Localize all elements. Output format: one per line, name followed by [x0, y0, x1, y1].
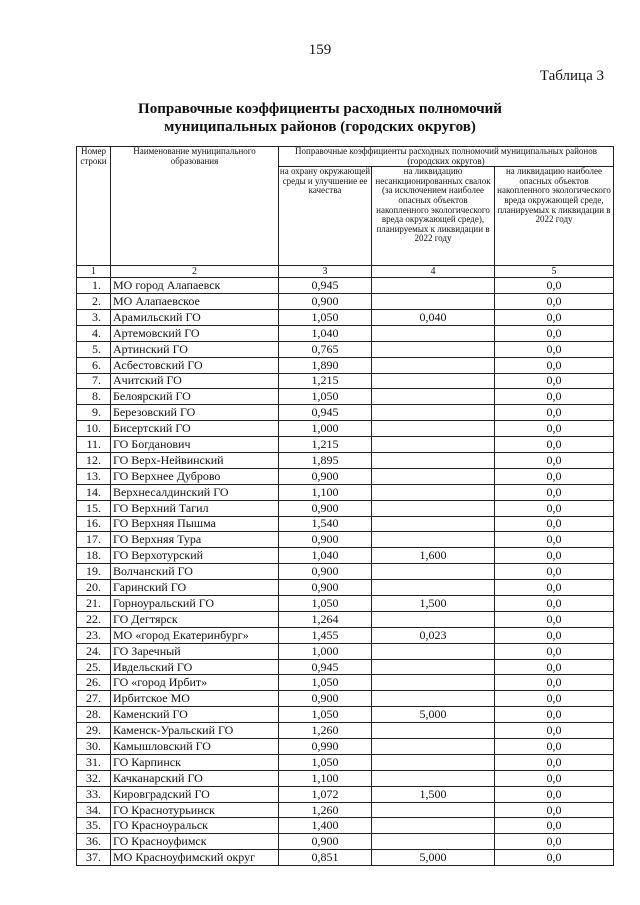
coef-hazard-cell: 0,0 — [495, 468, 614, 484]
coef-hazard-cell: 0,0 — [495, 850, 614, 866]
municipality-name-cell: Артемовский ГО — [111, 325, 279, 341]
table-row — [77, 818, 614, 834]
table-row — [77, 659, 614, 675]
row-number-cell: 17. — [77, 532, 111, 548]
coef-hazard-cell: 0,0 — [495, 786, 614, 802]
row-number-cell: 24. — [77, 643, 111, 659]
table-row — [77, 739, 614, 755]
municipality-name-cell: ГО Красноуфимск — [111, 834, 279, 850]
coef-environment-cell: 1,050 — [279, 707, 372, 723]
municipality-name-cell: Арамильский ГО — [111, 309, 279, 325]
coef-hazard-cell: 0,0 — [495, 516, 614, 532]
coef-dumps-cell — [372, 675, 495, 691]
table-row — [77, 516, 614, 532]
coef-hazard-cell: 0,0 — [495, 500, 614, 516]
header-col3: на охрану окружающей среды и улучшение ее качества — [279, 167, 372, 266]
row-number-cell: 23. — [77, 627, 111, 643]
municipality-name-cell: МО Алапаевское — [111, 294, 279, 310]
municipality-name-cell: ГО Верхотурский — [111, 548, 279, 564]
table-row — [77, 611, 614, 627]
coef-dumps-cell — [372, 325, 495, 341]
coef-hazard-cell: 0,0 — [495, 643, 614, 659]
coef-environment-cell: 1,050 — [279, 309, 372, 325]
title-line-2: муниципальных районов (городских округов) — [164, 119, 476, 135]
coef-hazard-cell: 0,0 — [495, 357, 614, 373]
row-number-cell: 21. — [77, 596, 111, 612]
table-label: Таблица 3 — [539, 68, 604, 84]
municipality-name-cell: Ивдельский ГО — [111, 659, 279, 675]
municipality-name-cell: Бисертский ГО — [111, 421, 279, 437]
coef-environment-cell: 1,215 — [279, 373, 372, 389]
row-number-cell: 27. — [77, 691, 111, 707]
coef-environment-cell: 1,050 — [279, 675, 372, 691]
row-number-cell: 36. — [77, 834, 111, 850]
coef-hazard-cell: 0,0 — [495, 580, 614, 596]
coef-dumps-cell — [372, 659, 495, 675]
coef-dumps-cell — [372, 389, 495, 405]
table-row — [77, 691, 614, 707]
coef-hazard-cell: 0,0 — [495, 802, 614, 818]
row-number-cell: 32. — [77, 770, 111, 786]
coef-dumps-cell — [372, 278, 495, 294]
coef-environment-cell: 1,540 — [279, 516, 372, 532]
table-row — [77, 325, 614, 341]
coef-dumps-cell: 0,023 — [372, 627, 495, 643]
coef-hazard-cell: 0,0 — [495, 723, 614, 739]
coef-hazard-cell: 0,0 — [495, 564, 614, 580]
municipality-name-cell: ГО Богданович — [111, 437, 279, 453]
coef-dumps-cell — [372, 564, 495, 580]
table-row — [77, 596, 614, 612]
municipality-name-cell: ГО Верхнее Дуброво — [111, 468, 279, 484]
coef-dumps-cell: 5,000 — [372, 850, 495, 866]
coef-dumps-cell — [372, 691, 495, 707]
coef-dumps-cell — [372, 500, 495, 516]
municipality-name-cell: Ачитский ГО — [111, 373, 279, 389]
coef-hazard-cell: 0,0 — [495, 739, 614, 755]
coef-environment-cell: 0,851 — [279, 850, 372, 866]
table-row — [77, 341, 614, 357]
table-row — [77, 421, 614, 437]
municipality-name-cell: Березовский ГО — [111, 405, 279, 421]
row-number-cell: 31. — [77, 754, 111, 770]
row-number-cell: 37. — [77, 850, 111, 866]
row-number-cell: 15. — [77, 500, 111, 516]
coef-dumps-cell — [372, 421, 495, 437]
row-number-cell: 20. — [77, 580, 111, 596]
table-row — [77, 405, 614, 421]
title-line-1: Поправочные коэффициенты расходных полномочий — [138, 101, 502, 117]
table-row — [77, 532, 614, 548]
row-number-cell: 14. — [77, 484, 111, 500]
coef-hazard-cell: 0,0 — [495, 405, 614, 421]
row-number-cell: 13. — [77, 468, 111, 484]
municipality-name-cell: Белоярский ГО — [111, 389, 279, 405]
municipality-name-cell: ГО Краснотурьинск — [111, 802, 279, 818]
coef-hazard-cell: 0,0 — [495, 834, 614, 850]
table-row — [77, 389, 614, 405]
table-row — [77, 294, 614, 310]
coef-environment-cell: 1,400 — [279, 818, 372, 834]
table-row — [77, 580, 614, 596]
table-row — [77, 643, 614, 659]
table-row — [77, 437, 614, 453]
coef-dumps-cell — [372, 611, 495, 627]
table-row — [77, 452, 614, 468]
coef-environment-cell: 1,040 — [279, 325, 372, 341]
row-number-cell: 9. — [77, 405, 111, 421]
column-index: 5 — [495, 266, 614, 278]
municipality-name-cell: ГО Красноуральск — [111, 818, 279, 834]
table-row — [77, 850, 614, 866]
coef-environment-cell: 0,900 — [279, 532, 372, 548]
row-number-cell: 26. — [77, 675, 111, 691]
coef-environment-cell: 1,890 — [279, 357, 372, 373]
row-number-cell: 16. — [77, 516, 111, 532]
coef-environment-cell: 0,900 — [279, 691, 372, 707]
coef-dumps-cell — [372, 739, 495, 755]
row-number-cell: 22. — [77, 611, 111, 627]
row-number-cell: 7. — [77, 373, 111, 389]
coef-hazard-cell: 0,0 — [495, 484, 614, 500]
municipality-name-cell: Каменский ГО — [111, 707, 279, 723]
column-index: 1 — [77, 266, 111, 278]
column-index: 3 — [279, 266, 372, 278]
coef-hazard-cell: 0,0 — [495, 452, 614, 468]
page-number: 159 — [308, 42, 332, 58]
header-municipality: Наименование муниципального образования — [111, 147, 279, 266]
coef-dumps-cell — [372, 818, 495, 834]
municipality-name-cell: ГО «город Ирбит» — [111, 675, 279, 691]
row-number-cell: 3. — [77, 309, 111, 325]
table-row — [77, 770, 614, 786]
coef-environment-cell: 1,072 — [279, 786, 372, 802]
coef-environment-cell: 0,900 — [279, 834, 372, 850]
coef-dumps-cell — [372, 373, 495, 389]
row-number-cell: 35. — [77, 818, 111, 834]
column-index-row — [77, 266, 614, 278]
municipality-name-cell: МО город Алапаевск — [111, 278, 279, 294]
coef-hazard-cell: 0,0 — [495, 675, 614, 691]
coef-hazard-cell: 0,0 — [495, 611, 614, 627]
coef-hazard-cell: 0,0 — [495, 309, 614, 325]
column-index: 2 — [111, 266, 279, 278]
row-number-cell: 30. — [77, 739, 111, 755]
coef-dumps-cell — [372, 452, 495, 468]
row-number-cell: 29. — [77, 723, 111, 739]
coef-hazard-cell: 0,0 — [495, 770, 614, 786]
coef-dumps-cell — [372, 532, 495, 548]
row-number-cell: 5. — [77, 341, 111, 357]
row-number-cell: 12. — [77, 452, 111, 468]
coef-dumps-cell: 0,040 — [372, 309, 495, 325]
coef-dumps-cell — [372, 437, 495, 453]
coef-dumps-cell — [372, 643, 495, 659]
table-row — [77, 675, 614, 691]
table-row — [77, 373, 614, 389]
header-row-number: Номер строки — [77, 147, 111, 266]
coef-environment-cell: 0,900 — [279, 580, 372, 596]
coef-environment-cell: 1,040 — [279, 548, 372, 564]
row-number-cell: 25. — [77, 659, 111, 675]
municipality-name-cell: ГО Верх-Нейвинский — [111, 452, 279, 468]
municipality-name-cell: ГО Верхняя Пышма — [111, 516, 279, 532]
coef-hazard-cell: 0,0 — [495, 818, 614, 834]
coef-dumps-cell — [372, 484, 495, 500]
coef-environment-cell: 0,900 — [279, 294, 372, 310]
coef-environment-cell: 1,050 — [279, 754, 372, 770]
coef-environment-cell: 1,895 — [279, 452, 372, 468]
row-number-cell: 10. — [77, 421, 111, 437]
row-number-cell: 2. — [77, 294, 111, 310]
municipality-name-cell: ГО Карпинск — [111, 754, 279, 770]
coef-environment-cell: 0,900 — [279, 564, 372, 580]
coef-dumps-cell: 1,600 — [372, 548, 495, 564]
coef-hazard-cell: 0,0 — [495, 754, 614, 770]
table-row — [77, 357, 614, 373]
coef-environment-cell: 1,455 — [279, 627, 372, 643]
coef-environment-cell: 1,100 — [279, 484, 372, 500]
table-row — [77, 834, 614, 850]
coef-environment-cell: 0,990 — [279, 739, 372, 755]
coef-hazard-cell: 0,0 — [495, 707, 614, 723]
municipality-name-cell: Камышловский ГО — [111, 739, 279, 755]
municipality-name-cell: МО «город Екатеринбург» — [111, 627, 279, 643]
coef-dumps-cell — [372, 357, 495, 373]
coef-hazard-cell: 0,0 — [495, 627, 614, 643]
coef-environment-cell: 1,050 — [279, 389, 372, 405]
table-row — [77, 754, 614, 770]
municipality-name-cell: Ирбитское МО — [111, 691, 279, 707]
coef-environment-cell: 0,900 — [279, 468, 372, 484]
coef-hazard-cell: 0,0 — [495, 325, 614, 341]
municipality-name-cell: ГО Верхний Тагил — [111, 500, 279, 516]
coef-dumps-cell — [372, 580, 495, 596]
document-title — [0, 100, 640, 136]
coef-environment-cell: 1,260 — [279, 802, 372, 818]
header-group: Поправочные коэффициенты расходных полномочий муниципальных районов (городских округов) — [279, 147, 614, 167]
coef-environment-cell: 1,215 — [279, 437, 372, 453]
municipality-name-cell: Горноуральский ГО — [111, 596, 279, 612]
coef-environment-cell: 1,264 — [279, 611, 372, 627]
coef-hazard-cell: 0,0 — [495, 421, 614, 437]
row-number-cell: 19. — [77, 564, 111, 580]
coef-hazard-cell: 0,0 — [495, 548, 614, 564]
coef-hazard-cell: 0,0 — [495, 341, 614, 357]
municipality-name-cell: Верхнесалдинский ГО — [111, 484, 279, 500]
coef-environment-cell: 1,100 — [279, 770, 372, 786]
coef-hazard-cell: 0,0 — [495, 373, 614, 389]
municipality-name-cell: Каменск-Уральский ГО — [111, 723, 279, 739]
coef-dumps-cell — [372, 516, 495, 532]
table-row — [77, 564, 614, 580]
coef-dumps-cell — [372, 834, 495, 850]
row-number-cell: 6. — [77, 357, 111, 373]
row-number-cell: 34. — [77, 802, 111, 818]
coef-hazard-cell: 0,0 — [495, 532, 614, 548]
row-number-cell: 4. — [77, 325, 111, 341]
header-col4: на ликвидацию несанкционированных свалок (за исключением наиболее опасных объектов накопленного экологического вреда окружающей среде), планируемых к ликвидации в 2022 году — [372, 167, 495, 266]
coefficients-table — [76, 146, 614, 866]
coef-dumps-cell — [372, 754, 495, 770]
coef-hazard-cell: 0,0 — [495, 389, 614, 405]
municipality-name-cell: ГО Заречный — [111, 643, 279, 659]
table-row — [77, 468, 614, 484]
table-row — [77, 786, 614, 802]
coef-dumps-cell — [372, 294, 495, 310]
coef-hazard-cell: 0,0 — [495, 437, 614, 453]
municipality-name-cell: Кировградский ГО — [111, 786, 279, 802]
row-number-cell: 11. — [77, 437, 111, 453]
municipality-name-cell: Качканарский ГО — [111, 770, 279, 786]
table-row — [77, 723, 614, 739]
coef-environment-cell: 1,050 — [279, 596, 372, 612]
coef-environment-cell: 1,000 — [279, 643, 372, 659]
coef-environment-cell: 0,765 — [279, 341, 372, 357]
coef-dumps-cell — [372, 405, 495, 421]
row-number-cell: 33. — [77, 786, 111, 802]
row-number-cell: 8. — [77, 389, 111, 405]
municipality-name-cell: Гаринский ГО — [111, 580, 279, 596]
row-number-cell: 28. — [77, 707, 111, 723]
coef-environment-cell: 0,945 — [279, 405, 372, 421]
coef-dumps-cell: 1,500 — [372, 596, 495, 612]
coef-dumps-cell: 5,000 — [372, 707, 495, 723]
coef-dumps-cell: 1,500 — [372, 786, 495, 802]
municipality-name-cell: ГО Верхняя Тура — [111, 532, 279, 548]
coef-environment-cell: 0,945 — [279, 278, 372, 294]
coef-hazard-cell: 0,0 — [495, 691, 614, 707]
coef-environment-cell: 1,260 — [279, 723, 372, 739]
municipality-name-cell: Волчанский ГО — [111, 564, 279, 580]
municipality-name-cell: МО Красноуфимский округ — [111, 850, 279, 866]
table-row — [77, 309, 614, 325]
table-row — [77, 278, 614, 294]
row-number-cell: 1. — [77, 278, 111, 294]
coef-environment-cell: 0,945 — [279, 659, 372, 675]
coef-dumps-cell — [372, 341, 495, 357]
coef-hazard-cell: 0,0 — [495, 659, 614, 675]
coef-dumps-cell — [372, 723, 495, 739]
table-row — [77, 802, 614, 818]
municipality-name-cell: Артинский ГО — [111, 341, 279, 357]
table-row — [77, 484, 614, 500]
coef-hazard-cell: 0,0 — [495, 278, 614, 294]
table-body — [77, 278, 614, 866]
coef-environment-cell: 0,900 — [279, 500, 372, 516]
coef-environment-cell: 1,000 — [279, 421, 372, 437]
column-index: 4 — [372, 266, 495, 278]
municipality-name-cell: ГО Дегтярск — [111, 611, 279, 627]
coef-dumps-cell — [372, 468, 495, 484]
header-col5: на ликвидацию наиболее опасных объектов накопленного экологического вреда окружающей среде, планируемых к ликвидации в 2022 году — [495, 167, 614, 266]
table-row — [77, 500, 614, 516]
coef-dumps-cell — [372, 770, 495, 786]
table-row — [77, 627, 614, 643]
table-row — [77, 707, 614, 723]
coef-hazard-cell: 0,0 — [495, 294, 614, 310]
coef-hazard-cell: 0,0 — [495, 596, 614, 612]
table-row — [77, 548, 614, 564]
coef-dumps-cell — [372, 802, 495, 818]
municipality-name-cell: Асбестовский ГО — [111, 357, 279, 373]
row-number-cell: 18. — [77, 548, 111, 564]
